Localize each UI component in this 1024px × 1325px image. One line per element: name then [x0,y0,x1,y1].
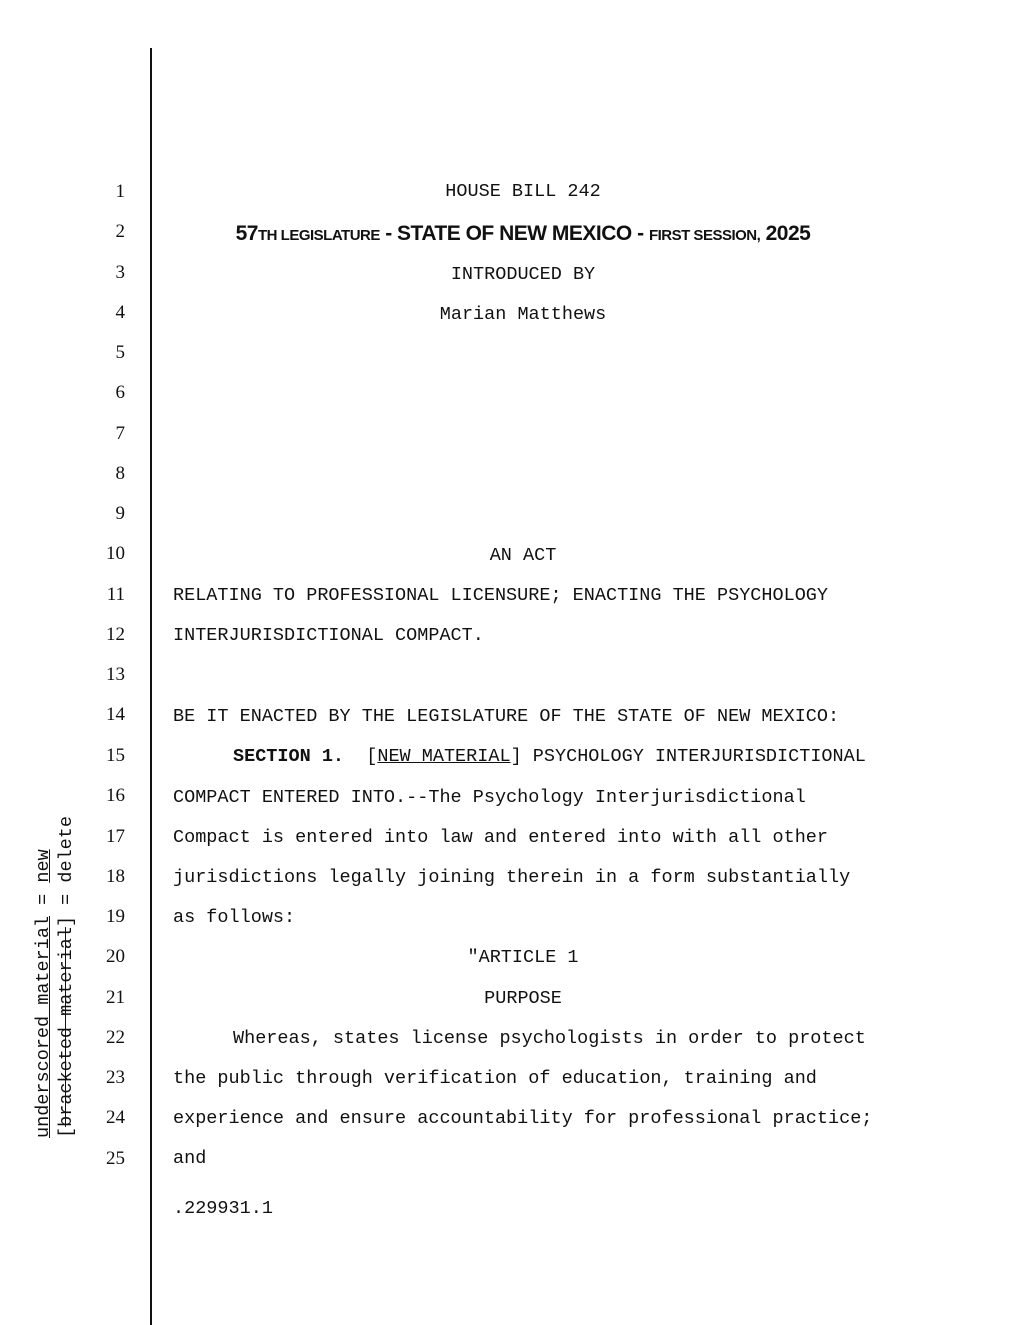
body-line-18: jurisdictions legally joining therein in a form substantially [173,867,851,888]
session-year: 2025 [760,222,811,245]
line-number: 6 [115,382,125,403]
state-name: STATE OF NEW MEXICO [397,222,632,245]
line-number: 22 [106,1027,125,1048]
underscored-material-text: underscored material [33,915,54,1138]
section-bracket-close: ] [510,746,522,767]
line-number: 20 [106,946,125,967]
line-number: 10 [106,543,125,564]
underscored-eq: = [33,882,54,916]
bracket-open: [ [56,1126,77,1138]
act-title-line-2: INTERJURISDICTIONAL COMPACT. [173,625,484,646]
bracket-close: ] [56,915,77,928]
line-number: 4 [115,302,125,323]
line-number: 2 [115,221,125,242]
line-number: 7 [115,423,125,444]
bracketed-result: delete [56,816,77,883]
body-line-19: as follows: [173,907,296,928]
article-heading: "ARTICLE 1 [467,947,579,968]
line-number: 3 [115,262,125,283]
line-number: 5 [115,342,125,363]
margin-note-underscored [33,849,55,1138]
legislature-number: 57 [235,222,258,245]
underscored-result: new [33,849,54,883]
bill-title: HOUSE BILL 242 [445,181,601,202]
first-session: FIRST SESSION, [648,227,761,244]
session-line [173,222,873,248]
line-number: 9 [115,503,125,524]
line-number: 11 [106,584,125,605]
section-1-heading [233,746,866,768]
act-heading: AN ACT [489,545,557,566]
line-number: 16 [106,785,125,806]
document-id: .229931.1 [173,1198,273,1219]
bracketed-material-text: bracketed material [56,927,77,1127]
session-dash-2: - [631,222,649,245]
line-number: 8 [115,463,125,484]
line-number: 25 [106,1148,125,1169]
body-line-23: the public through verification of education, training and [173,1068,817,1089]
line-number: 23 [106,1067,125,1088]
article-title: PURPOSE [484,988,562,1009]
line-number: 17 [106,826,125,847]
act-title-line-1: RELATING TO PROFESSIONAL LICENSURE; ENACTING THE PSYCHOLOGY [173,585,829,606]
margin-note-bracketed [56,816,78,1138]
line-number: 14 [106,704,125,725]
section-label: SECTION 1. [233,746,345,767]
line-number: 13 [106,664,125,685]
section-bracket-open: [ [344,746,378,767]
enacting-clause: BE IT ENACTED BY THE LEGISLATURE OF THE STATE OF NEW MEXICO: [173,706,840,727]
line-number: 24 [106,1107,125,1128]
line-number: 1 [115,181,125,202]
line-number: 19 [106,906,125,927]
line-number: 18 [106,866,125,887]
new-material-label: NEW MATERIAL [377,746,511,767]
margin-rule [150,48,152,1325]
line-number: 15 [106,745,125,766]
line-number: 21 [106,987,125,1008]
legislature-word: LEGISLATURE [276,227,380,244]
body-line-24: experience and ensure accountability for professional practice; [173,1108,873,1129]
body-line-25: and [173,1148,207,1169]
section-heading-rest: PSYCHOLOGY INTERJURISDICTIONAL [521,746,866,767]
body-line-17: Compact is entered into law and entered into with all other [173,827,829,848]
line-number: 12 [106,624,125,645]
body-line-22: Whereas, states license psychologists in order to protect [233,1028,866,1049]
legislature-ordinal: TH [257,227,277,244]
session-dash-1: - [379,222,398,245]
sponsor-name: Marian Matthews [439,304,607,325]
introduced-by: INTRODUCED BY [450,264,596,285]
body-line-16: COMPACT ENTERED INTO.--The Psychology Interjurisdictional [173,787,806,808]
bracketed-eq: = [56,882,77,916]
